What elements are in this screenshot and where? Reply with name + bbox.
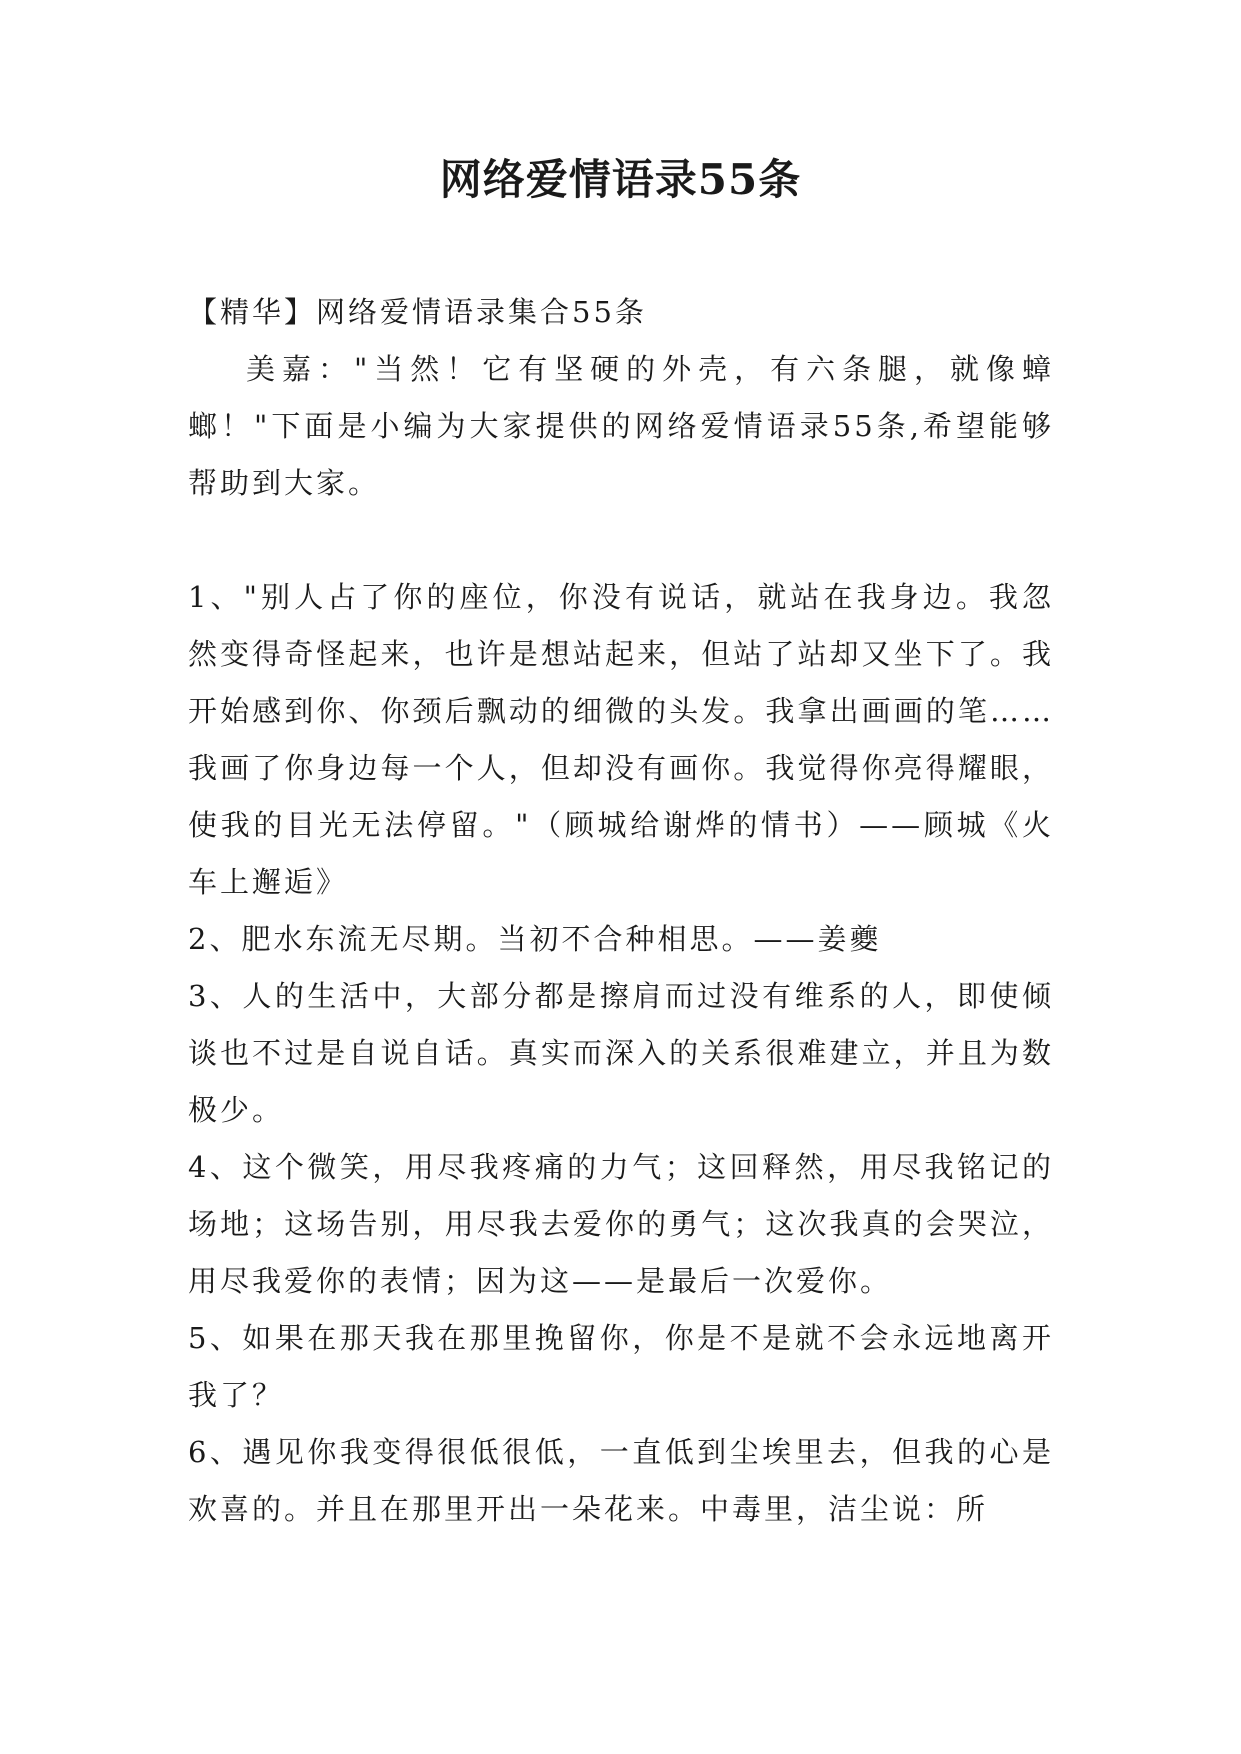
quote-item-4: 4、这个微笑，用尽我疼痛的力气；这回释然，用尽我铭记的场地；这场告别，用尽我去爱你的勇气；这次我真的会哭泣，用尽我爱你的表情；因为这——是最后一次爱你。 (188, 1150, 1054, 1298)
paragraph-spacer (188, 512, 1054, 569)
quote-item-3: 3、人的生活中，大部分都是擦肩而过没有维系的人，即使倾谈也不过是自说自话。真实而深入的关系很难建立，并且为数极少。 (188, 979, 1054, 1127)
quote-item-5: 5、如果在那天我在那里挽留你，你是不是就不会永远地离开我了？ (188, 1321, 1054, 1412)
quote-item-2: 2、肥水东流无尽期。当初不合种相思。——姜夔 (188, 922, 882, 956)
quote-item-6: 6、遇见你我变得很低很低，一直低到尘埃里去，但我的心是欢喜的。并且在那里开出一朵花来。中毒里，洁尘说：所 (188, 1435, 1054, 1526)
document-subtitle: 【精华】网络爱情语录集合55条 (188, 295, 647, 329)
document-body (188, 284, 1054, 1538)
quote-item-1: 1、"别人占了你的座位，你没有说话，就站在我身边。我忽然变得奇怪起来，也许是想站起来，但站了站却又坐下了。我开始感到你、你颈后飘动的细微的头发。我拿出画画的笔……我画了你身边每一个人，但却没有画你。我觉得你亮得耀眼，使我的目光无法停留。"（顾城给谢烨的情书）——顾城《火车上邂逅》 (188, 580, 1054, 899)
document-title: 网络爱情语录55条 (439, 155, 802, 204)
intro-paragraph: 美嘉："当然！它有坚硬的外壳，有六条腿，就像蟑螂！"下面是小编为大家提供的网络爱情语录55条,希望能够帮助到大家。 (188, 352, 1054, 500)
